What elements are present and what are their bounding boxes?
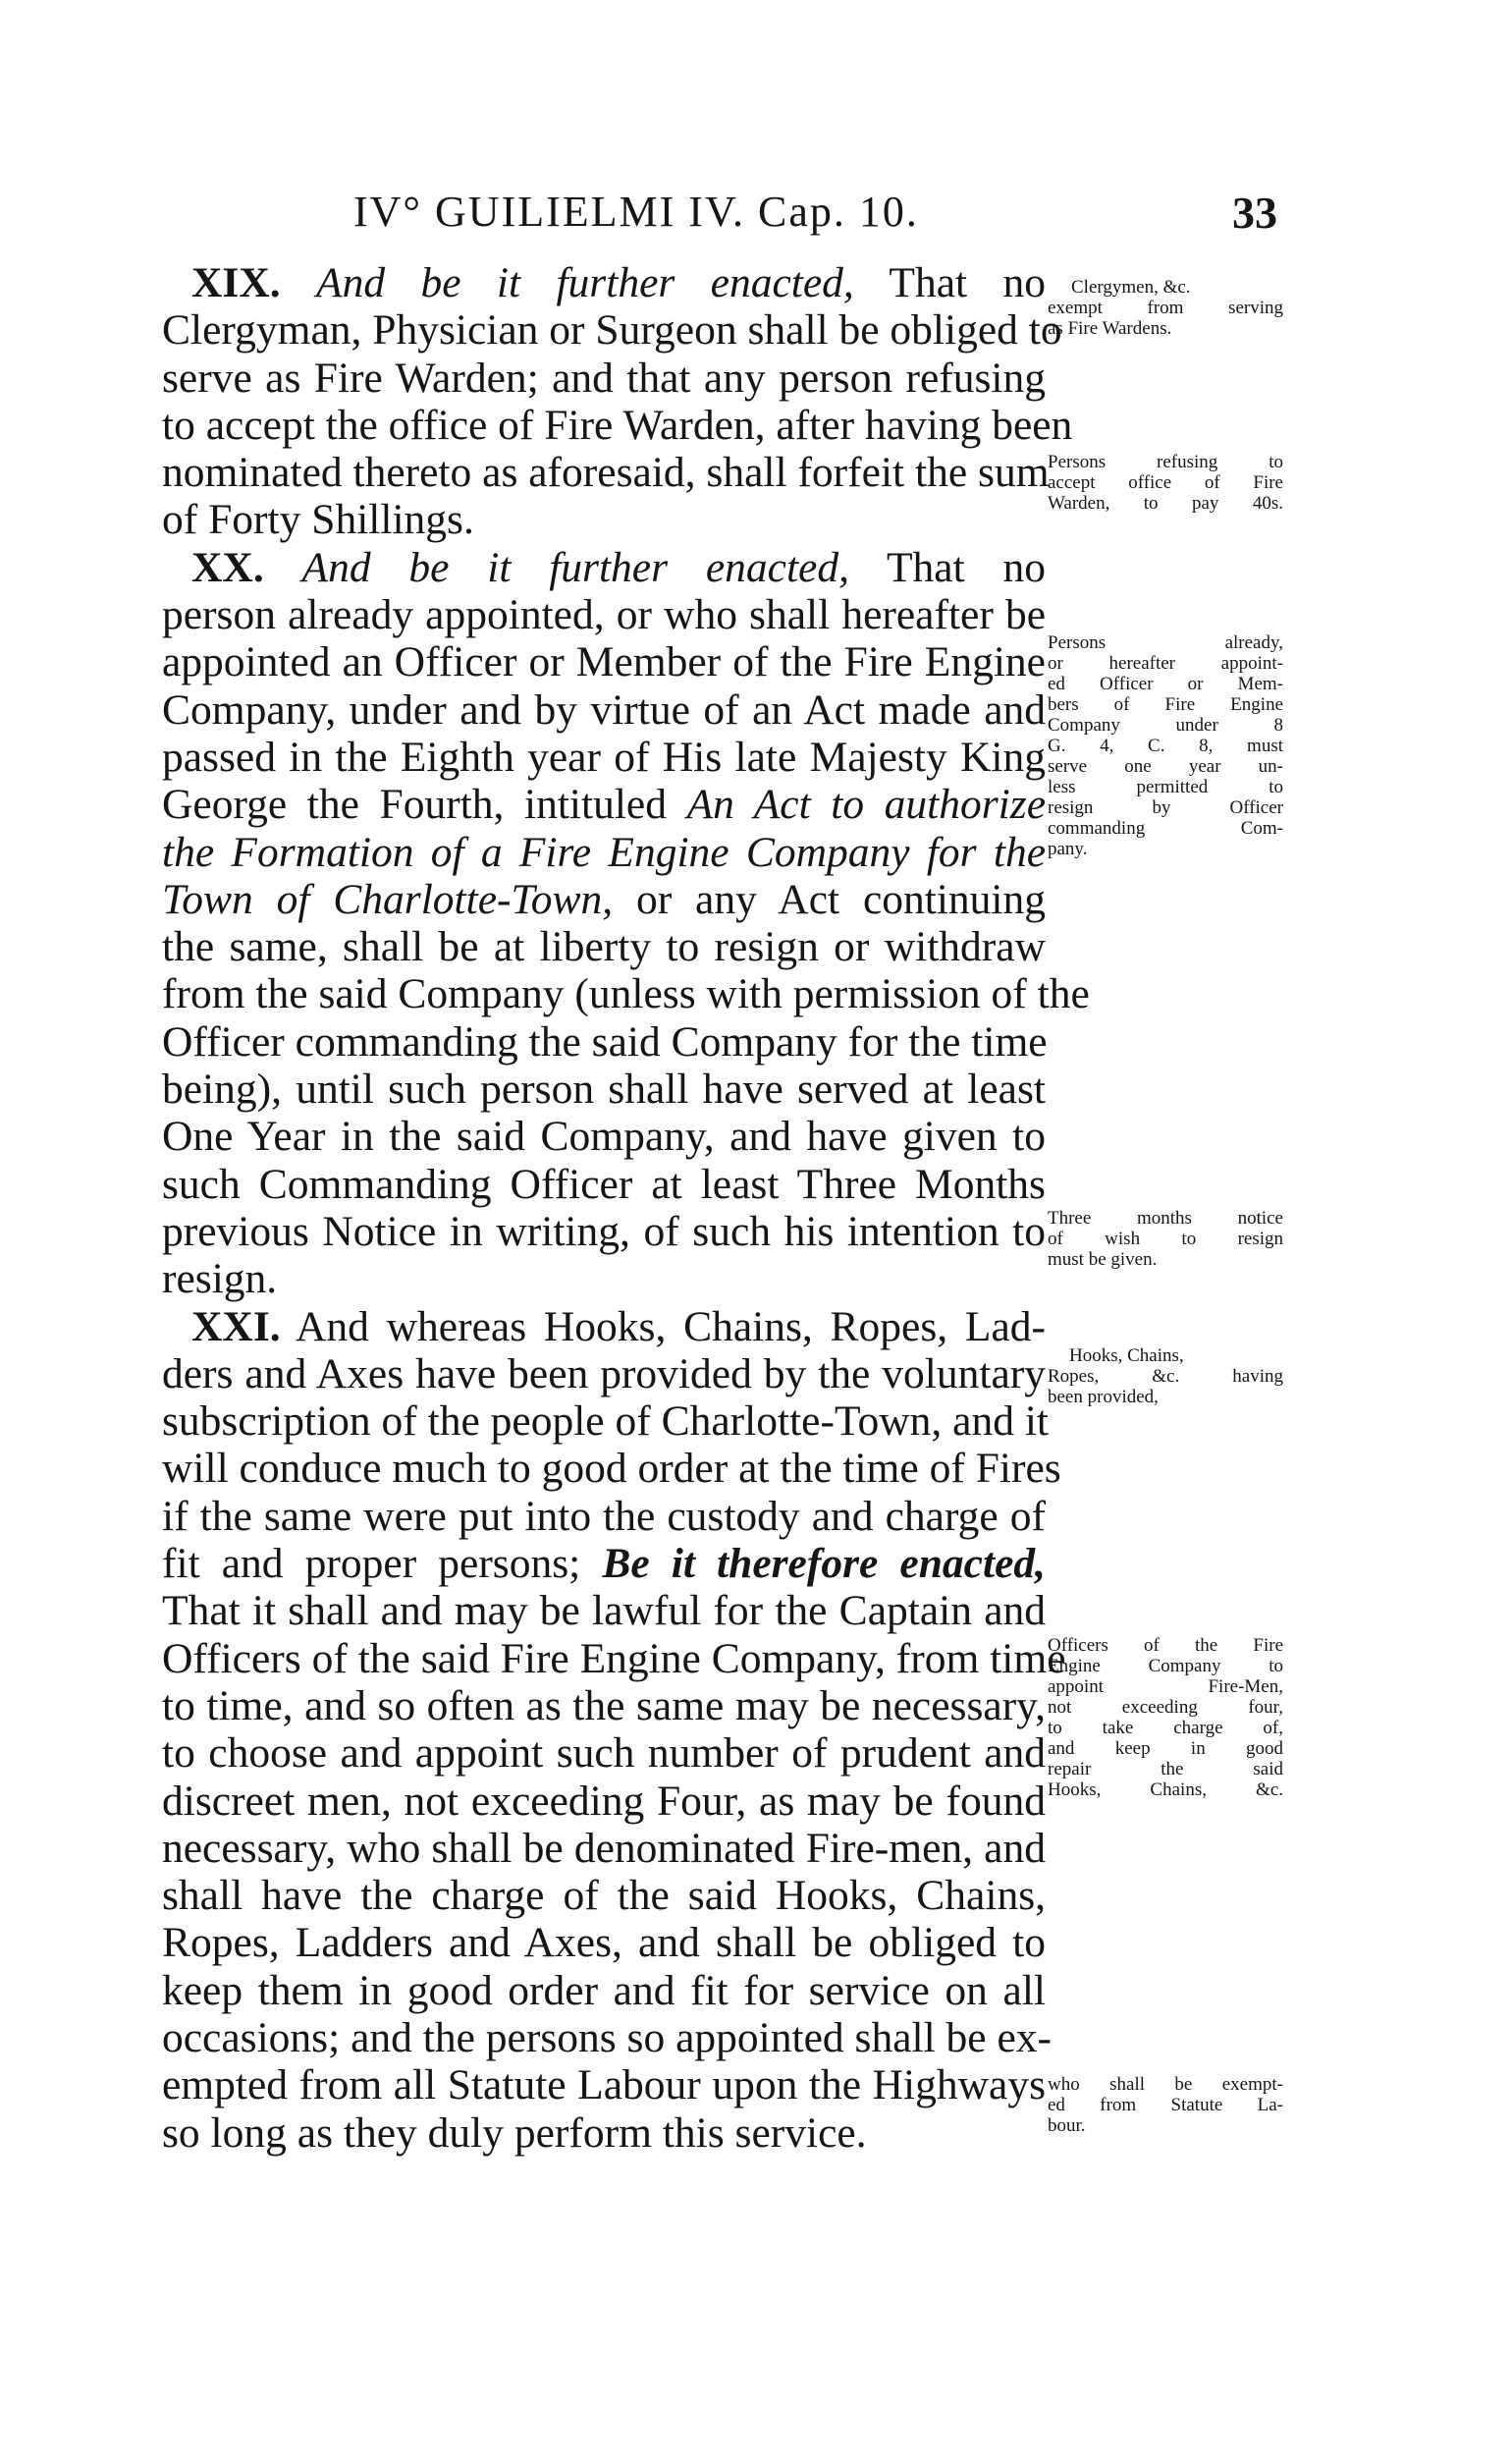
text-line: Officers of the said Fire Engine Company, from time (162, 1634, 1066, 1682)
text-line: passed in the Eighth year of His late Majesty King (162, 733, 1046, 781)
note-line: Company under 8 (1048, 715, 1283, 736)
note-line: serve one year un- (1048, 756, 1283, 777)
text-line: the same, shall be at liberty to resign or withdraw (162, 923, 1046, 971)
margin-note (1048, 1345, 1283, 1407)
text-line: Company, under and by virtue of an Act made and (162, 685, 1046, 734)
act-title: Town of Charlotte-Town, (162, 875, 614, 923)
margin-note (1048, 452, 1283, 514)
note-line: ed from Statute La- (1048, 2095, 1283, 2115)
page-number: 33 (1232, 188, 1277, 238)
text-line: George the Fourth, intituled An Act to authorize (162, 781, 1046, 829)
note-line: ed Officer or Mem- (1048, 674, 1283, 694)
note-line: Ropes, &c. having (1048, 1366, 1283, 1387)
section-number: XX. (191, 543, 264, 591)
text-line: such Commanding Officer at least Three Months (162, 1160, 1046, 1208)
text-line: nominated thereto as aforesaid, shall forfeit the sum (162, 449, 1050, 497)
statute-text (162, 259, 1090, 2157)
note-line: accept office of Fire (1048, 472, 1283, 493)
note-line: not exceeding four, (1048, 1697, 1283, 1718)
text-line: That it shall and may be lawful for the Captain and (162, 1587, 1046, 1635)
note-line: Three months notice (1048, 1208, 1283, 1229)
note-line: who shall be exempt- (1048, 2074, 1283, 2095)
note-line: Persons refusing to (1048, 452, 1283, 472)
text-line: One Year in the said Company, and have given to (162, 1113, 1046, 1161)
act-title: An Act to authorize (686, 781, 1046, 829)
note-line: bour. (1048, 2115, 1086, 2136)
section-number: XXI. (191, 1302, 281, 1350)
margin-note (1048, 2074, 1283, 2136)
enacting-clause: And be it further enacted, (316, 259, 854, 306)
note-line: bers of Fire Engine (1048, 694, 1283, 715)
text-line: to accept the office of Fire Warden, after having been (162, 401, 1073, 449)
text-line (162, 829, 1046, 876)
text-line: appointed an Officer or Member of the Fire Engine (162, 638, 1046, 686)
text-line: keep them in good order and fit for service on all (162, 1966, 1046, 2014)
text-line: so long as they duly perform this service. (162, 2108, 867, 2157)
note-line: been provided, (1048, 1387, 1159, 1407)
note-line: Warden, to pay 40s. (1048, 493, 1283, 514)
text-line: previous Notice in writing, of such his intention to (162, 1207, 1046, 1255)
text-line: Town of Charlotte-Town, or any Act continuing (162, 875, 1047, 923)
text-line: to time, and so often as the same may be necessary, (162, 1681, 1046, 1729)
text-line: ders and Axes have been provided by the voluntary (162, 1349, 1046, 1397)
page-header (0, 187, 1512, 246)
margin-note (1048, 1635, 1283, 1800)
text-line: person already appointed, or who shall hereafter be (162, 591, 1046, 639)
act-title: the Formation of a Fire Engine Company for the (162, 828, 1046, 876)
note-line: Officers of the Fire (1048, 1635, 1283, 1656)
note-line: repair the said (1048, 1759, 1283, 1779)
note-line: exempt from serving (1048, 298, 1283, 318)
text-line: being), until such person shall have served at least (162, 1066, 1046, 1114)
text-line: subscription of the people of Charlotte-Town, and it (162, 1397, 1050, 1446)
note-line: appoint Fire-Men, (1048, 1676, 1283, 1697)
text-line: to choose and appoint such number of prudent and (162, 1729, 1046, 1778)
text-line: will conduce much to good order at the time of Fires (162, 1445, 1061, 1493)
section-number: XIX. (191, 259, 281, 306)
margin-note (1048, 277, 1283, 339)
text-line: Clergyman, Physician or Surgeon shall be obliged to (162, 306, 1062, 355)
note-line: and keep in good (1048, 1738, 1283, 1759)
note-line: Hooks, Chains, &c. (1048, 1779, 1283, 1800)
text-line: discreet men, not exceeding Four, as may be found (162, 1777, 1046, 1825)
text-line: resign. (162, 1255, 278, 1303)
note-line: less permitted to (1048, 777, 1283, 797)
text-line: Officer commanding the said Company for the time (162, 1017, 1048, 1066)
note-line: G. 4, C. 8, must (1048, 736, 1283, 756)
note-line: or hereafter appoint- (1048, 653, 1283, 674)
note-line: to take charge of, (1048, 1718, 1283, 1738)
note-line: resign by Officer (1048, 797, 1283, 818)
text-line: fit and proper persons; Be it therefore enacted, (162, 1540, 1046, 1588)
note-line: pany. (1048, 839, 1088, 859)
enacting-clause: And be it further enacted, (301, 543, 849, 591)
text-line: serve as Fire Warden; and that any person refusing (162, 354, 1046, 402)
note-line: Clergymen, &c. (1071, 277, 1191, 298)
text-line: Ropes, Ladders and Axes, and shall be obliged to (162, 1919, 1046, 1967)
margin-notes (1048, 0, 1283, 2463)
section-xxi-heading: XXI. And whereas Hooks, Chains, Ropes, Lad- (191, 1302, 1046, 1350)
note-line: Engine Company to (1048, 1656, 1283, 1676)
text-line: necessary, who shall be denominated Fire-men, and (162, 1824, 1046, 1872)
note-line: as Fire Wardens. (1048, 318, 1172, 339)
section-xx-heading: XX. And be it further enacted, That no (191, 543, 1046, 591)
text-line: occasions; and the persons so appointed shall be ex- (162, 2013, 1053, 2061)
enacting-clause: Be it therefore enacted, (602, 1540, 1046, 1588)
note-line: of wish to resign (1048, 1229, 1283, 1249)
section-xix-heading: XIX. And be it further enacted, That no (191, 259, 1046, 306)
note-line: commanding Com- (1048, 818, 1283, 839)
note-line: Hooks, Chains, (1069, 1345, 1184, 1366)
margin-note (1048, 1208, 1283, 1270)
text-line: empted from all Statute Labour upon the Highways (162, 2061, 1046, 2109)
text-line: shall have the charge of the said Hooks, Chains, (162, 1872, 1046, 1920)
running-head: IV° GUILIELMI IV. Cap. 10. (353, 188, 919, 236)
text-line: of Forty Shillings. (162, 496, 474, 544)
note-line: must be given. (1048, 1249, 1158, 1270)
margin-note (1048, 632, 1283, 859)
note-line: Persons already, (1048, 632, 1283, 653)
text-line: if the same were put into the custody and charge of (162, 1492, 1046, 1540)
text-line: from the said Company (unless with permission of the (162, 970, 1090, 1018)
